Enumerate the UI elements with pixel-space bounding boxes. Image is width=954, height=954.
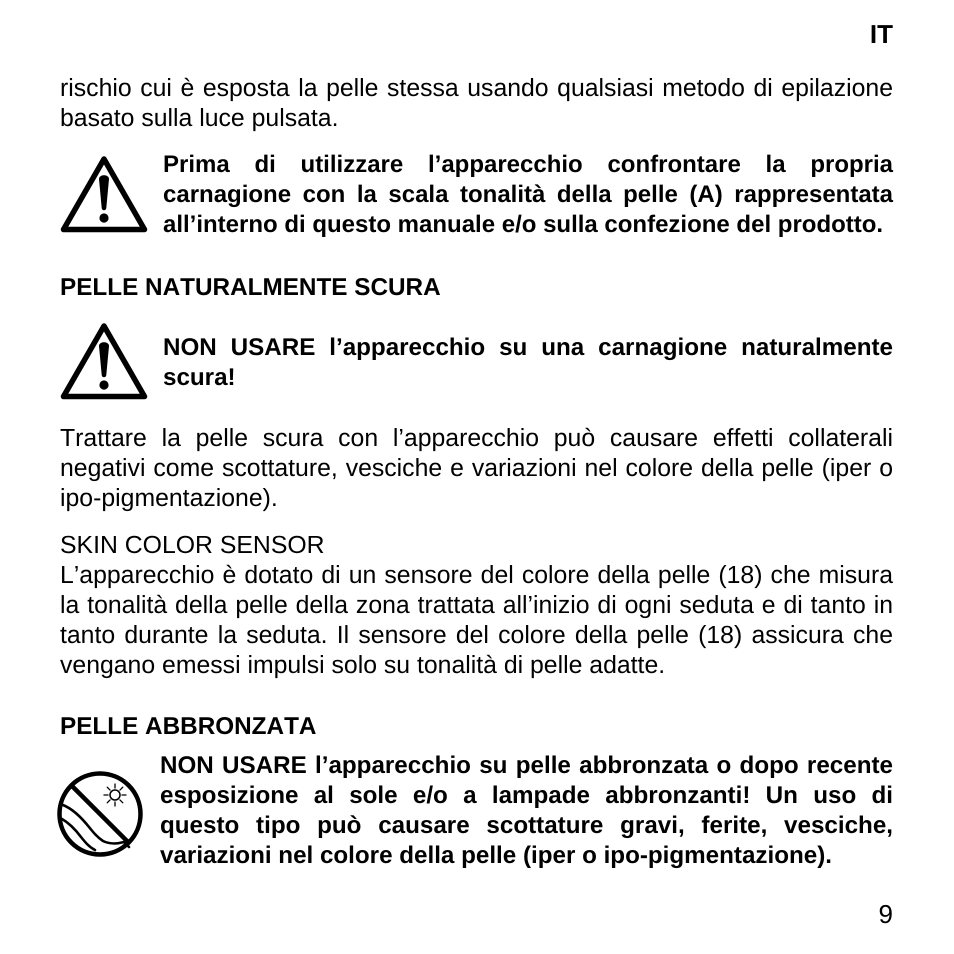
warning-text: NON USARE l’apparecchio su una carnagione naturalmente scura! — [163, 334, 893, 391]
page-number: 9 — [878, 899, 893, 929]
skin-color-sensor-paragraph: L’apparecchio è dotato di un sensore del colore della pelle (18) che misura la tonalità della pelle della zona trattata all’inizio di ogni seduta e di tanto in tanto durante la seduta. Il sensore del colore della pelle (18) assicura che vengano emessi impulsi solo su tonalità di pelle adatte. — [60, 562, 893, 679]
section-heading-tanned-skin: PELLE ABBRONZATA — [60, 713, 317, 740]
warning-triangle-icon — [60, 155, 148, 233]
no-sun-exposure-icon — [57, 771, 143, 857]
language-code: IT — [869, 19, 893, 49]
section-heading-dark-skin: PELLE NATURALMENTE SCURA — [60, 274, 441, 301]
intro-paragraph: rischio cui è esposta la pelle stessa usando qualsiasi metodo di epilazione basato sulla luce pulsata. — [60, 75, 893, 132]
dark-skin-paragraph: Trattare la pelle scura con l’apparecchio può causare effetti collaterali negativi come scottature, vesciche e variazioni nel colore della pelle (iper o ipo-pigmentazione). — [60, 425, 893, 512]
warning-text: Prima di utilizzare l’apparecchio confrontare la propria carnagione con la scala tonalità della pelle (A) rappresentata all’interno di questo manuale e/o sulla confezione del prodotto. — [163, 151, 893, 238]
skin-color-sensor-title: SKIN COLOR SENSOR — [60, 532, 325, 559]
warning-text: NON USARE l’apparecchio su pelle abbronzata o dopo recente esposizione al sole e/o a lampade abbronzanti! Un uso di questo tipo può causare scottature gravi, ferite, vesciche, variazioni nel colore della pelle (iper o ipo-pigmentazione). — [160, 752, 893, 869]
warning-triangle-icon — [60, 322, 148, 400]
skin-color-sensor-section — [60, 531, 893, 681]
